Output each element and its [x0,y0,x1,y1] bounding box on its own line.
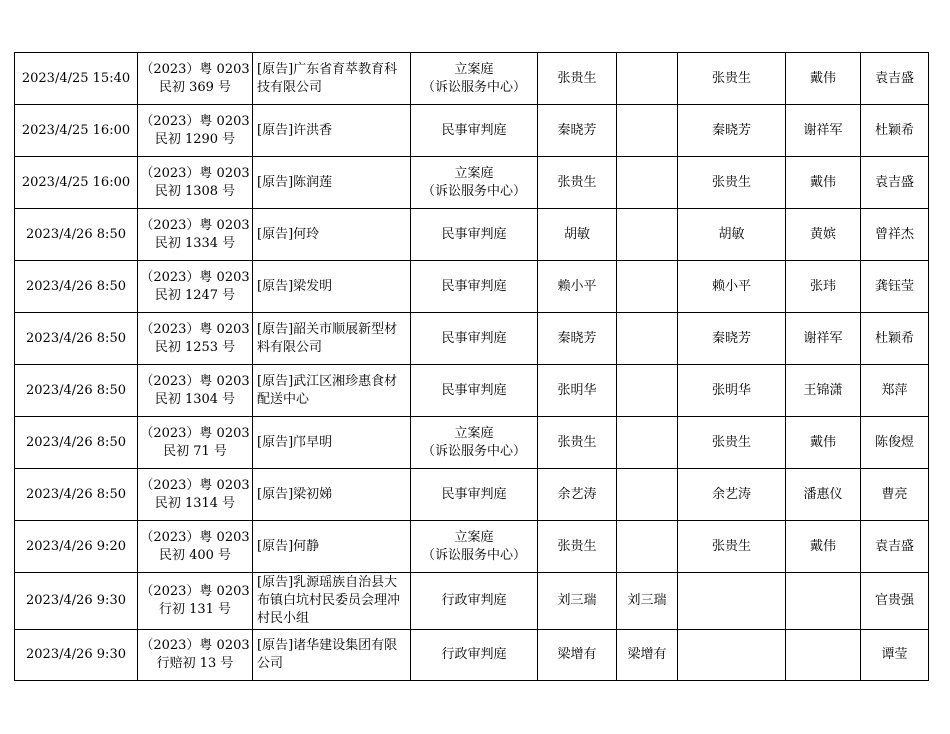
judge-cell: 余艺涛 [538,469,617,521]
table-row [15,365,929,417]
party-cell: [原告]诸华建设集团有限公司 [253,630,411,681]
case-number-cell [138,630,253,681]
case-number-line2: 民初 1290 号 [154,131,236,147]
clerk-cell: 曾祥杰 [861,209,929,261]
party-cell: [原告]何玲 [253,209,411,261]
court-line2: （诉讼服务中心） [421,443,526,459]
datetime-cell: 2023/4/25 15:40 [15,53,138,105]
table-row [15,630,929,681]
extra-judge-cell [617,469,678,521]
member-cell: 黄嫔 [786,209,861,261]
presiding-cell: 张贵生 [678,157,786,209]
extra-judge-cell [617,209,678,261]
case-number-cell [138,313,253,365]
case-number-line1: （2023）粤 0203 [140,113,250,129]
datetime-cell: 2023/4/26 9:30 [15,573,138,630]
member-cell: 戴伟 [786,521,861,573]
extra-judge-cell [617,365,678,417]
court-line1: 立案庭 [454,165,494,181]
case-number-line1: （2023）粤 0203 [140,373,250,389]
member-cell: 戴伟 [786,417,861,469]
presiding-cell: 张明华 [678,365,786,417]
extra-judge-cell [617,313,678,365]
case-number-cell [138,417,253,469]
clerk-cell: 袁吉盛 [861,157,929,209]
clerk-cell: 郑萍 [861,365,929,417]
datetime-cell: 2023/4/26 8:50 [15,417,138,469]
extra-judge-cell [617,105,678,157]
presiding-cell: 赖小平 [678,261,786,313]
table-row [15,469,929,521]
table-row [15,521,929,573]
party-cell: [原告]梁初娣 [253,469,411,521]
party-cell: [原告]何静 [253,521,411,573]
case-number-cell [138,469,253,521]
case-number-line2: 民初 1253 号 [154,339,236,355]
table-body [15,53,929,681]
case-number-line2: 民初 400 号 [158,547,232,563]
table-row [15,261,929,313]
court-cell [411,53,538,105]
court-line1: 民事审判庭 [441,330,507,346]
case-number-line2: 民初 369 号 [158,79,232,95]
case-number-line2: 民初 1247 号 [154,287,236,303]
court-line1: 民事审判庭 [441,122,507,138]
judge-cell: 秦晓芳 [538,105,617,157]
judge-cell: 张贵生 [538,53,617,105]
presiding-cell [678,573,786,630]
judge-cell: 刘三瑞 [538,573,617,630]
extra-judge-cell [617,157,678,209]
case-number-cell [138,105,253,157]
party-cell: [原告]韶关市顺展新型材料有限公司 [253,313,411,365]
presiding-cell: 张贵生 [678,417,786,469]
clerk-cell: 袁吉盛 [861,521,929,573]
member-cell [786,573,861,630]
presiding-cell: 张贵生 [678,53,786,105]
presiding-cell: 胡敏 [678,209,786,261]
case-number-line2: 行初 131 号 [158,602,232,617]
datetime-cell: 2023/4/26 8:50 [15,209,138,261]
datetime-cell: 2023/4/25 16:00 [15,105,138,157]
presiding-cell: 余艺涛 [678,469,786,521]
case-number-line2: 民初 1334 号 [154,235,236,251]
judge-cell: 张贵生 [538,157,617,209]
case-number-line1: （2023）粤 0203 [140,61,250,77]
datetime-cell: 2023/4/26 8:50 [15,313,138,365]
clerk-cell: 谭莹 [861,630,929,681]
party-cell: [原告]乳源瑶族自治县大布镇白坑村民委员会理冲村民小组 [253,573,411,630]
court-cell [411,313,538,365]
case-number-line1: （2023）粤 0203 [140,638,250,653]
case-number-cell [138,53,253,105]
party-cell: [原告]武江区湘珍惠食材配送中心 [253,365,411,417]
member-cell: 谢祥军 [786,105,861,157]
case-number-line1: （2023）粤 0203 [140,269,250,285]
case-number-line1: （2023）粤 0203 [140,584,250,599]
party-cell: [原告]广东省育萃教育科技有限公司 [253,53,411,105]
case-number-line2: 民初 71 号 [163,443,227,459]
party-cell: [原告]陈润莲 [253,157,411,209]
case-number-line1: （2023）粤 0203 [140,165,250,181]
court-line1: 行政审判庭 [441,593,507,608]
datetime-cell: 2023/4/26 8:50 [15,469,138,521]
court-cell [411,417,538,469]
court-line1: 民事审判庭 [441,278,507,294]
extra-judge-cell [617,521,678,573]
datetime-cell: 2023/4/25 16:00 [15,157,138,209]
clerk-cell: 龚钰莹 [861,261,929,313]
case-number-cell [138,365,253,417]
extra-judge-cell: 梁增有 [617,630,678,681]
court-cell [411,630,538,681]
clerk-cell: 袁吉盛 [861,53,929,105]
judge-cell: 秦晓芳 [538,313,617,365]
court-line1: 立案庭 [454,61,494,77]
clerk-cell: 曹亮 [861,469,929,521]
court-line1: 民事审判庭 [441,382,507,398]
clerk-cell: 杜颖希 [861,105,929,157]
court-cell [411,209,538,261]
presiding-cell: 秦晓芳 [678,313,786,365]
judge-cell: 梁增有 [538,630,617,681]
table-row [15,573,929,630]
case-number-line1: （2023）粤 0203 [140,321,250,337]
extra-judge-cell [617,417,678,469]
clerk-cell: 官贵强 [861,573,929,630]
table-row [15,105,929,157]
case-number-cell [138,573,253,630]
case-number-line2: 民初 1314 号 [154,495,236,511]
judge-cell: 胡敏 [538,209,617,261]
extra-judge-cell [617,53,678,105]
case-number-line1: （2023）粤 0203 [140,217,250,233]
member-cell: 张玮 [786,261,861,313]
member-cell: 戴伟 [786,53,861,105]
table-row [15,417,929,469]
table-row [15,53,929,105]
member-cell: 王锦潇 [786,365,861,417]
case-number-cell [138,209,253,261]
table-row [15,313,929,365]
court-line1: 行政审判庭 [441,647,507,662]
member-cell: 戴伟 [786,157,861,209]
member-cell: 谢祥军 [786,313,861,365]
court-line1: 立案庭 [454,529,494,545]
judge-cell: 张明华 [538,365,617,417]
case-number-cell [138,521,253,573]
court-cell [411,365,538,417]
hearing-schedule-table [14,52,929,681]
court-cell [411,157,538,209]
court-cell [411,261,538,313]
datetime-cell: 2023/4/26 9:20 [15,521,138,573]
judge-cell: 张贵生 [538,417,617,469]
table-row [15,157,929,209]
party-cell: [原告]梁发明 [253,261,411,313]
datetime-cell: 2023/4/26 8:50 [15,365,138,417]
court-line1: 立案庭 [454,425,494,441]
case-number-cell [138,261,253,313]
court-line1: 民事审判庭 [441,226,507,242]
presiding-cell: 秦晓芳 [678,105,786,157]
datetime-cell: 2023/4/26 9:30 [15,630,138,681]
judge-cell: 张贵生 [538,521,617,573]
court-cell [411,105,538,157]
case-number-line1: （2023）粤 0203 [140,477,250,493]
clerk-cell: 杜颖希 [861,313,929,365]
datetime-cell: 2023/4/26 8:50 [15,261,138,313]
extra-judge-cell: 刘三瑞 [617,573,678,630]
judge-cell: 赖小平 [538,261,617,313]
table-row [15,209,929,261]
court-line2: （诉讼服务中心） [421,547,526,563]
court-line2: （诉讼服务中心） [421,79,526,95]
case-number-line2: 民初 1308 号 [154,183,236,199]
presiding-cell [678,630,786,681]
party-cell: [原告]许洪香 [253,105,411,157]
court-cell [411,469,538,521]
case-number-line2: 民初 1304 号 [154,391,236,407]
member-cell [786,630,861,681]
court-line1: 民事审判庭 [441,486,507,502]
extra-judge-cell [617,261,678,313]
court-cell [411,573,538,630]
case-number-line2: 行赔初 13 号 [156,656,234,671]
party-cell: [原告]邝早明 [253,417,411,469]
case-number-cell [138,157,253,209]
case-number-line1: （2023）粤 0203 [140,529,250,545]
court-line2: （诉讼服务中心） [421,183,526,199]
presiding-cell: 张贵生 [678,521,786,573]
court-cell [411,521,538,573]
clerk-cell: 陈俊煜 [861,417,929,469]
member-cell: 潘惠仪 [786,469,861,521]
case-number-line1: （2023）粤 0203 [140,425,250,441]
